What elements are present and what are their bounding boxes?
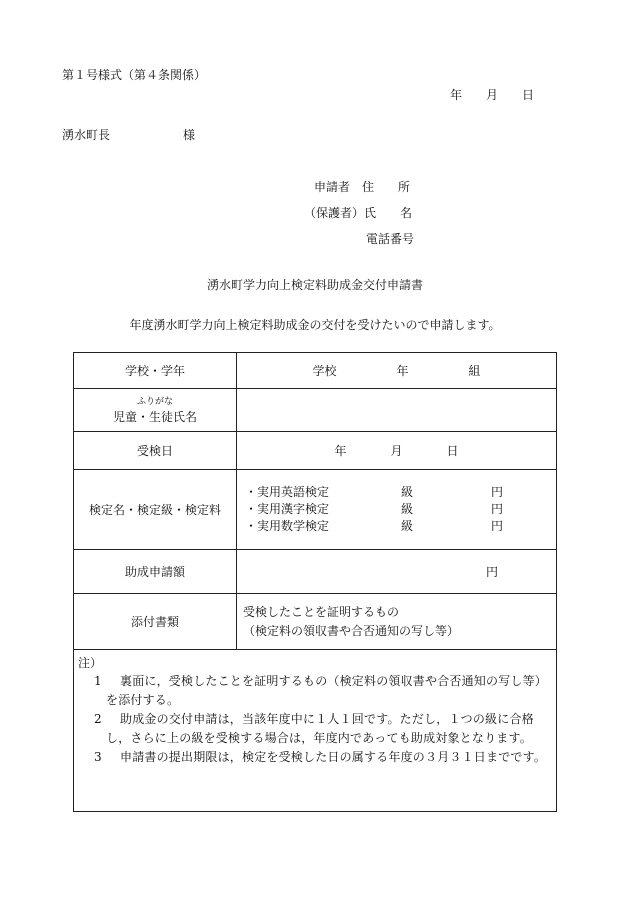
subsidy-amount-field[interactable]	[237, 550, 557, 594]
applicant-phone-label: 電話番号	[366, 232, 415, 246]
application-table	[73, 352, 557, 812]
addressee: 湧水町長	[62, 128, 111, 142]
yen-unit: 円	[485, 565, 498, 579]
note-number: 3	[94, 750, 102, 764]
exam-year-unit: 年	[334, 444, 347, 458]
note-text: 申請書の提出期限は，検定を受検した日の属する年度の３月３１日までです。	[120, 750, 547, 764]
note-number: 1	[94, 674, 102, 688]
row-amount	[74, 550, 557, 594]
notes-section	[74, 650, 557, 812]
exam-fee-unit: 円	[491, 485, 504, 499]
exam-line-english	[237, 484, 556, 501]
exam-line-kanji	[237, 501, 556, 518]
subsidy-amount-label: 助成申請額	[74, 550, 237, 594]
exam-grade-unit: 級	[401, 502, 414, 516]
student-name-label	[74, 389, 237, 432]
note-text: 助成金の交付申請は，当該年度中に１人１回です。ただし，１つの級に合格し，さらに上の級を受検する場合は，年度内であっても助成対象となります。	[106, 712, 534, 745]
exam-fee-unit: 円	[491, 519, 504, 533]
exam-grade-unit: 級	[401, 485, 414, 499]
intro-statement: 年度湧水町学力向上検定料助成金の交付を受けたいので申請します。	[129, 318, 501, 332]
attachment-line-1: 受検したことを証明するもの	[243, 604, 400, 619]
exam-fee-unit: 円	[491, 502, 504, 516]
exam-grade-unit: 級	[401, 519, 414, 533]
note-item	[74, 748, 556, 767]
exam-info-field[interactable]	[237, 470, 557, 550]
exam-day-unit: 日	[446, 444, 459, 458]
exam-line-math	[237, 518, 556, 535]
exam-name: ・実用英語検定	[245, 485, 330, 499]
class-unit: 組	[468, 364, 481, 378]
attachment-line-2: （検定料の領収書や合否通知の写し等）	[243, 623, 460, 638]
form-number: 第１号様式（第４条関係）	[62, 68, 207, 82]
note-text: 裏面に，受検したことを証明するもの（検定料の領収書や合否通知の写し等）を添付する。	[106, 674, 548, 707]
row-school	[74, 353, 557, 389]
furigana-label: ふりがな	[136, 396, 173, 407]
student-name-label-text: 児童・生徒氏名	[112, 409, 197, 424]
note-item	[74, 672, 556, 710]
school-grade-field[interactable]	[237, 353, 557, 389]
notes-heading: 注）	[78, 656, 103, 670]
note-number: 2	[94, 712, 102, 726]
student-name-field[interactable]	[237, 389, 557, 432]
school-unit: 学校	[312, 364, 337, 378]
exam-name: ・実用漢字検定	[245, 502, 330, 516]
row-notes	[74, 650, 557, 812]
addressee-honorific: 様	[183, 128, 196, 142]
exam-date-field[interactable]	[237, 432, 557, 470]
exam-info-label: 検定名・検定級・検定料	[74, 470, 237, 550]
row-exam-date	[74, 432, 557, 470]
note-item	[74, 710, 556, 748]
exam-date-label: 受検日	[74, 432, 237, 470]
exam-month-unit: 月	[390, 444, 403, 458]
attachment-field	[237, 594, 557, 650]
application-date: 年 月 日	[450, 88, 535, 102]
applicant-address-label: 申請者 住 所	[314, 180, 411, 194]
row-exams	[74, 470, 557, 550]
school-grade-label: 学校・学年	[74, 353, 237, 389]
attachment-label: 添付書類	[74, 594, 237, 650]
row-attachment	[74, 594, 557, 650]
document-title: 湧水町学力向上検定料助成金交付申請書	[206, 278, 423, 292]
row-name	[74, 389, 557, 432]
exam-name: ・実用数学検定	[245, 519, 330, 533]
year-unit: 年	[396, 364, 409, 378]
applicant-name-label: （保護者）氏 名	[304, 206, 413, 220]
